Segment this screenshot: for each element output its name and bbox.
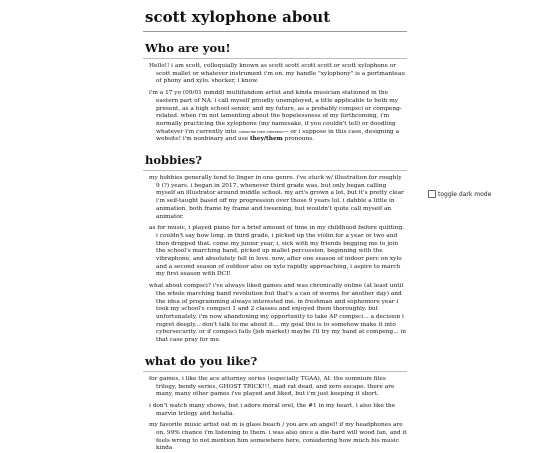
paragraph: what about compsci? i've always liked games and was chronically online (at least until the whole marching band revolution but that's a can of worms for another day) and the idea of programming always interested me. in freshman and sophomore year i took my school's compsci 1 and 2 classes and enjoyed them thoroughly. but unfortunately, i'm now abandoning my opportunity to take AP compsci... a decision i regret deeply... don't talk to me about it... my goal tho is to somehow make it into cybersecurity. or if compsci fails (job market) maybe i'll try my hand at compeng... in that case pray for me. xyxy=(149,283,407,344)
section-divider xyxy=(143,58,407,59)
pronouns-bold: they/them xyxy=(249,136,283,143)
section-divider xyxy=(143,170,407,171)
paragraph: my favorite music artist oat m is glass beach / you are an angel! if my headphones are on, 99% chance i'm listening to them. i was also once a die-hard will wood fan, and it feels wrong to not mention him somewhere here, considering how much his music kinda xyxy=(149,422,407,452)
page-title: scott xylophone about xyxy=(145,8,331,26)
dark-mode-toggle[interactable] xyxy=(428,190,491,198)
paragraph: as for music, i played piano for a brief amount of time in my childhood before quitting. i couldn't say how long. in third grade, i picked up the violin for a year or two and then dropped that. come my junior year, i, sick with my friends begging me to join the school's marching band, picked up mallet percussion, beginning with the vibraphone, and absolutely fell in love. now, after one season of indoor perc on xylo and a second season of outdoor also on xylo rapidly approaching, i aspire to march my first season with DCI! xyxy=(149,225,405,278)
section-title: hobbies? xyxy=(145,153,203,168)
title-divider xyxy=(143,31,407,32)
dark-mode-toggle-label: toggle dark mode xyxy=(438,190,492,198)
section-title: what do you like? xyxy=(145,353,258,368)
section-who-are-you xyxy=(143,41,407,144)
section-what-do-you-like xyxy=(143,354,407,453)
paragraph-text: i'm a 17 yo (09/01 mmdd) multifandom artist and kinda musician stationed in the eastern part of NA. i call myself proudly unemployed, a title applicable to both my present, as a high school senior, and my future, as a probably compsci or compeng-related. when i'm not lamenting about the hopelessness of my forthcoming, i'm normally practicing the xylophone (my namesake, if you couldn't tell) or doodling whatever i'm currently into xyxy=(149,90,402,135)
section-title: Who are you! xyxy=(145,41,231,55)
paragraph: i don't watch many shows, but i adore moral orel, the #1 in my heart. i also like the marvin trilogy and hetalia. xyxy=(149,402,396,417)
paragraph: for games, i like the ace attorney series (especially TGAA), AI: the somnium files trilogy, bendy series, GHOST TRICK!!!, mad rat dead, and zero escape. there are many, many other games i've played and liked, but i'm just keeping it short. xyxy=(149,375,395,398)
paragraph-text: -- or i suppose in this case, designing a website! i'm nonbinary and use xyxy=(156,128,400,143)
paragraph: my hobbies generally tend to linger in one genre. i've stuck w/ illustration for roughly 9 (?) years. i began in 2017, whenever third grade was, but only began calling myself an illustrator around middle school. my art's grown a lot, but it's pretty clear i'm self-taught based off my progression over those 9 years lol. i dabble a little in animation, both frame by frame and tweening, but wouldn't quite call myself an animator. xyxy=(149,175,404,220)
checkbox-icon[interactable] xyxy=(428,190,436,198)
section-hobbies xyxy=(143,153,407,345)
paragraph-text: pronouns. xyxy=(282,136,315,143)
paragraph: Hello!! i am scott, colloquially known as scott scott scott scott or scott xylophone or scott mallet or whatever instrument i'm on. my handle "xylophony" is a portmanteau of phony and xylo. shocker, i know. xyxy=(149,63,406,85)
tiny-aside: <describe their interests> xyxy=(238,129,285,134)
section-divider xyxy=(143,371,407,372)
page-content xyxy=(143,0,407,453)
paragraph xyxy=(143,90,407,144)
